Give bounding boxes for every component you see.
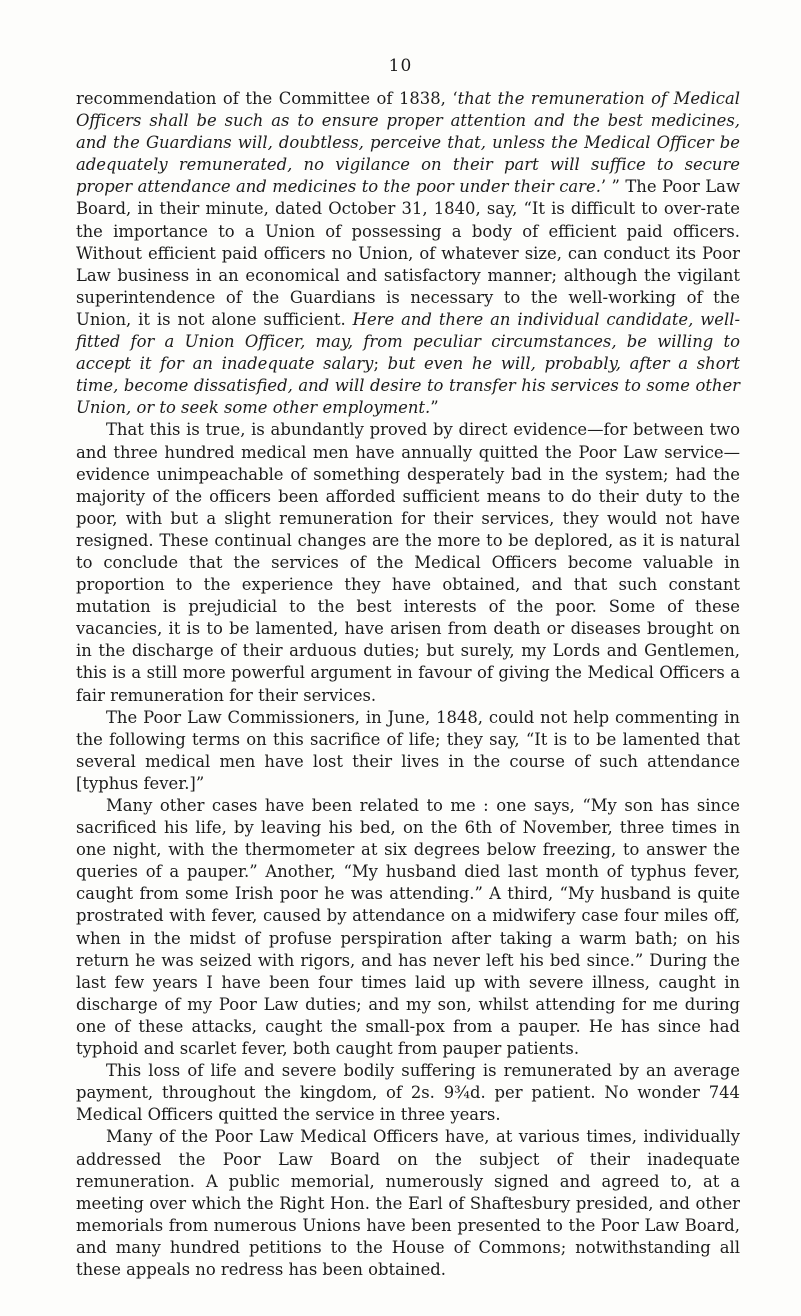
page-number: 10	[388, 56, 413, 76]
paragraph	[76, 419, 740, 706]
paragraph	[76, 1060, 740, 1126]
paragraph	[76, 795, 740, 1060]
text-run: The Poor Law Commissioners, in June, 1848, could not help commenting in the following terms on this sacrifice of life; they say, “It is to be lamented that several medical men have lost their lives in the course of such attendance [typhus fever.]”	[76, 707, 740, 793]
body-text	[76, 88, 740, 1281]
text-run: This loss of life and severe bodily suffering is remunerated by an average payment, throughout the kingdom, of 2s. 9¾d. per patient. No wonder 744 Medical Officers quitted the service in three years.	[76, 1061, 740, 1125]
paragraph	[76, 1126, 740, 1281]
paragraph	[76, 88, 740, 419]
text-run: Many other cases have been related to me : one says, “My son has since sacrificed his life, by leaving his bed, on the 6th of November, three times in one night, with the thermometer at six degrees below freezing, to answer the queries of a pauper.” Another, “My husband died last month of typhus fever, caught from some Irish poor he was attending.” A third, “My husband is quite prostrated with fever, caused by attendance on a midwifery case four miles off, when in the midst of profuse perspiration after taking a warm bath; on his return he was seized with rigors, and has never left his bed since.” During the last few years I have been four times laid up with severe illness, caught in discharge of my Poor Law duties; and my son, whilst attending for me during one of these attacks, caught the small-pox from a pauper. He has since had typhoid and scarlet fever, both caught from pauper patients.	[76, 796, 740, 1059]
text-run: That this is true, is abundantly proved by direct evidence—for between two and three hundred medical men have annually quitted the Poor Law service—evidence unimpeachable of something desperately bad in the system; had the majority of the officers been afforded sufficient means to do their duty to the poor, with but a slight remuneration for their services, they would not have resigned. These continual changes are the more to be deplored, as it is natural to conclude that the services of the Medical Officers become valuable in proportion to the experience they have obtained, and that such constant mutation is prejudicial to the best interests of the poor. Some of these vacancies, it is to be lamented, have arisen from death or diseases brought on in the discharge of their arduous duties; but surely, my Lords and Gentlemen, this is a still more powerful argument in favour of giving the Medical Officers a fair remuneration for their services.	[76, 420, 740, 705]
text-run: recommendation of the Committee of 1838, ‘	[76, 89, 458, 108]
text-run: ”	[430, 398, 439, 418]
paragraph	[76, 707, 740, 795]
italic-text: Here and there an individual candidate, well-fitted for a Union Officer, may, from peculiar circumstances, be willing to accept it for an inadequate salary	[76, 309, 741, 374]
italic-text: that the remuneration of Medical Officers shall be such as to ensure proper attention and the best medicines, and the Guardians will, doubtless, perceive that, unless the Medical Officer be adequately remunerated, no vigilance on their part will suffice to secure proper attendance and medicines to the poor under their care.	[76, 89, 741, 197]
italic-text: but even he will, probably, after a short time, become dissatisfied, and will desire to transfer his services to some other Union, or to seek some other employment.	[76, 354, 740, 418]
text-run: Many of the Poor Law Medical Officers have, at various times, individually addressed the Poor Law Board on the subject of their inadequate remuneration. A public memorial, numerously signed and agreed to, at a meeting over which the Right Hon. the Earl of Shaftesbury presided, and other memorials from numerous Unions have been presented to the Poor Law Board, and many hundred petitions to the House of Commons; notwithstanding all these appeals no redress has been obtained.	[76, 1127, 740, 1279]
text-run: ’ ” The Poor Law Board, in their minute, dated October 31, 1840, say, “It is difficult to over-rate the importance to a Union of possessing a body of efficient paid officers. Without efficient paid officers no Union, of whatever size, can conduct its Poor Law business in an economical and satisfactory manner; although the vigilant superintendence of the Guardians is necessary to the well-working of the Union, it is not alone sufficient.	[76, 177, 740, 329]
text-run: ;	[373, 354, 388, 374]
